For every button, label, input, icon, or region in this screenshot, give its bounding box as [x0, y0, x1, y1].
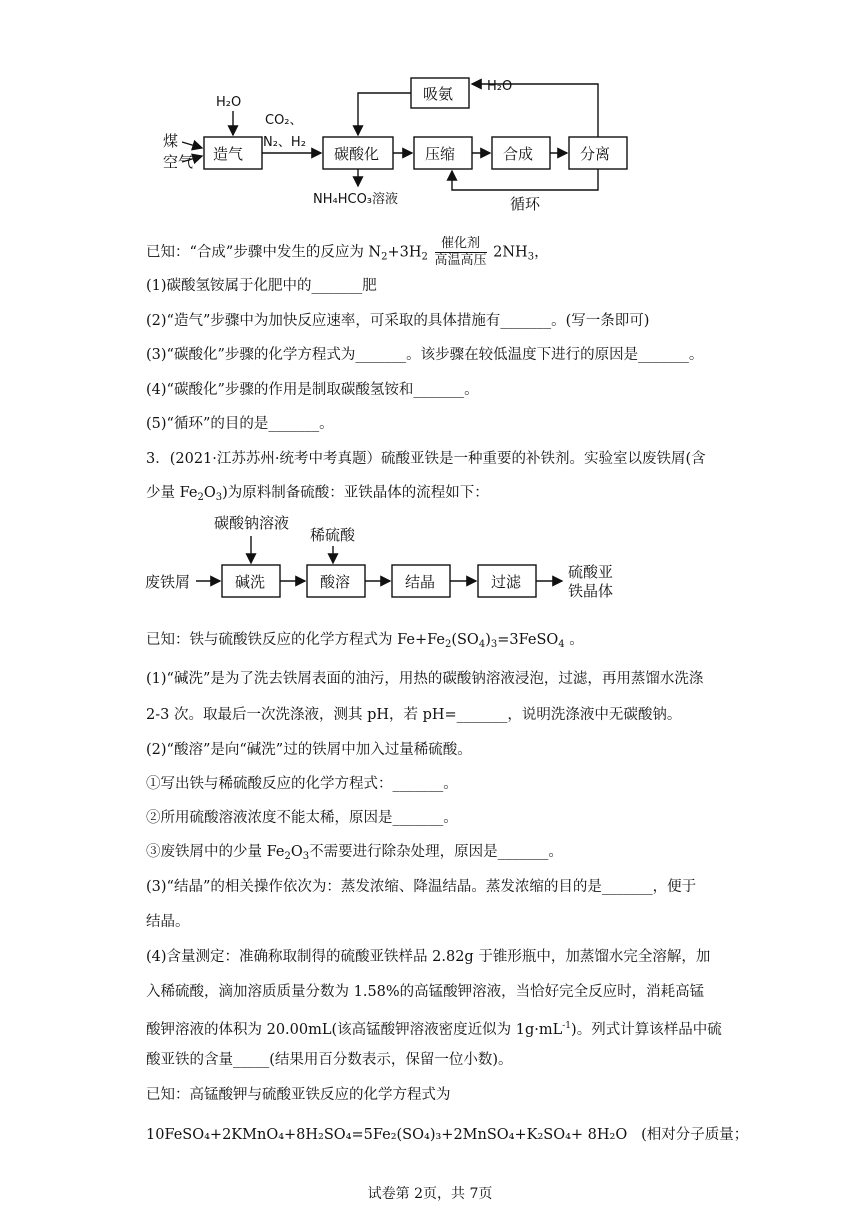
gases-label-2: N₂、H₂	[263, 135, 306, 150]
step-acid-dissolve: 酸溶	[320, 573, 351, 591]
question-3-3b: 结晶。	[146, 914, 190, 930]
question-3-2-2: ②所用硫酸溶液浓度不能太稀，原因是_______。	[146, 810, 458, 826]
step-filter: 过滤	[491, 573, 522, 591]
product-label: NH₄HCO₃溶液	[313, 192, 399, 207]
question-2-2: (2)“造气”步骤中为加快反应速率，可采取的具体措施有_______。(写一条即可)	[146, 313, 650, 329]
step-alkali-wash: 碱洗	[235, 573, 266, 591]
carbonation-text: 碳酸化	[334, 145, 380, 163]
product-line-1: 硫酸亚	[568, 563, 614, 581]
gases-label-1: CO₂、	[265, 113, 303, 128]
page-footer: 试卷第 2页，共 7页	[367, 1186, 493, 1202]
water-label: H₂O	[216, 95, 242, 110]
question-3-intro-2: 少量 $Fe_2O_3$)为原料制备硫酸：亚铁晶体的流程如下：	[146, 485, 489, 503]
question-2-4: (4)“碳酸化”步骤的作用是制取碳酸氢铵和_______。	[146, 382, 479, 398]
question-3-3a: (3)“结晶”的相关操作依次为：蒸发浓缩、降温结晶。蒸发浓缩的目的是_______，便于	[146, 879, 697, 895]
question-3-2-3: ③废铁屑中的少量 $Fe_2O_3$不需要进行除杂处理，原因是_______。	[146, 844, 563, 862]
reagent-sodium-carbonate: 碳酸钠溶液	[214, 514, 290, 532]
question-3-2: (2)“酸溶”是向“碱洗”过的铁屑中加入过量稀硫酸。	[146, 742, 472, 758]
question-2-1: (1)碳酸氢铵属于化肥中的_______肥	[146, 278, 377, 294]
question-3-4b: 入稀硫酸，滴加溶质质量分数为 1.58%的高锰酸钾溶液，当恰好完全反应时，消耗高锰	[146, 984, 705, 1000]
cycle-label: 循环	[510, 195, 541, 213]
question-3-intro-1: 3．(2021·江苏苏州·统考中考真题）硫酸亚铁是一种重要的补铁剂。实验室以废铁屑(含	[146, 451, 706, 467]
known-permanganate: 已知：高锰酸钾与硫酸亚铁反应的化学方程式为	[146, 1087, 451, 1103]
air-label: 空气	[163, 153, 194, 171]
iron-sulfate-process-diagram	[0, 510, 860, 610]
start-scrap-iron: 废铁屑	[145, 573, 191, 591]
reagent-dilute-sulfuric-acid: 稀硫酸	[310, 526, 356, 544]
separate-text: 分离	[580, 145, 611, 163]
question-3-1a: (1)“碱洗”是为了洗去铁屑表面的油污，用热的碳酸钠溶液浸泡，过滤，再用蒸馏水洗涤	[146, 671, 704, 687]
question-3-4c: 酸钾溶液的体积为 20.00mL(该高锰酸钾溶液密度近似为 $1g\cdot mL^{-1}$)。列式计算该样品中硫	[146, 1021, 722, 1038]
known-iron-reaction: 已知：铁与硫酸铁反应的化学方程式为 $Fe+Fe_2(SO_4)_3=3FeSO_4$ 。	[146, 632, 584, 650]
coal-label: 煤	[163, 132, 179, 150]
question-2-5: (5)“循环”的目的是_______。	[146, 416, 334, 432]
synthesis-text: 合成	[503, 145, 534, 163]
question-3-4a: (4)含量测定：准确称取制得的硫酸亚铁样品 2.82g 于锥形瓶中，加蒸馏水完全溶解，加	[146, 949, 711, 965]
product-line-2: 铁晶体	[568, 582, 614, 600]
known-reaction: 已知：“合成”步骤中发生的反应为 $N_2+3H_2$ $\frac{\text{催化剂}}{\text{高温高压}}$ $2NH_3$，	[146, 236, 549, 268]
water-top-label: H₂O	[487, 79, 513, 94]
absorb-text: 吸氨	[423, 85, 454, 103]
permanganate-equation: 10FeSO₄+2KMnO₄+8H₂SO₄=5Fe₂(SO₄)₃+2MnSO₄+K₂SO₄+ 8H₂O (相对分子质量；	[146, 1127, 749, 1143]
step-crystallize: 结晶	[405, 573, 436, 591]
reaction-conditions: $\frac{\text{催化剂}}{\text{高温高压}}$	[434, 236, 487, 268]
make-gas-text: 造气	[213, 145, 244, 163]
question-3-4d: 酸亚铁的含量_____(结果用百分数表示，保留一位小数)。	[146, 1052, 513, 1068]
question-2-3: (3)“碳酸化”步骤的化学方程式为_______。该步骤在较低温度下进行的原因是_______。	[146, 347, 704, 363]
ammonia-process-diagram	[0, 0, 860, 220]
question-3-2-1: ①写出铁与稀硫酸反应的化学方程式：_______。	[146, 776, 458, 792]
question-3-1b: 2-3 次。取最后一次洗涤液，测其 pH，若 pH=_______，说明洗涤液中无碳酸钠。	[146, 707, 682, 723]
compress-text: 压缩	[425, 145, 456, 163]
